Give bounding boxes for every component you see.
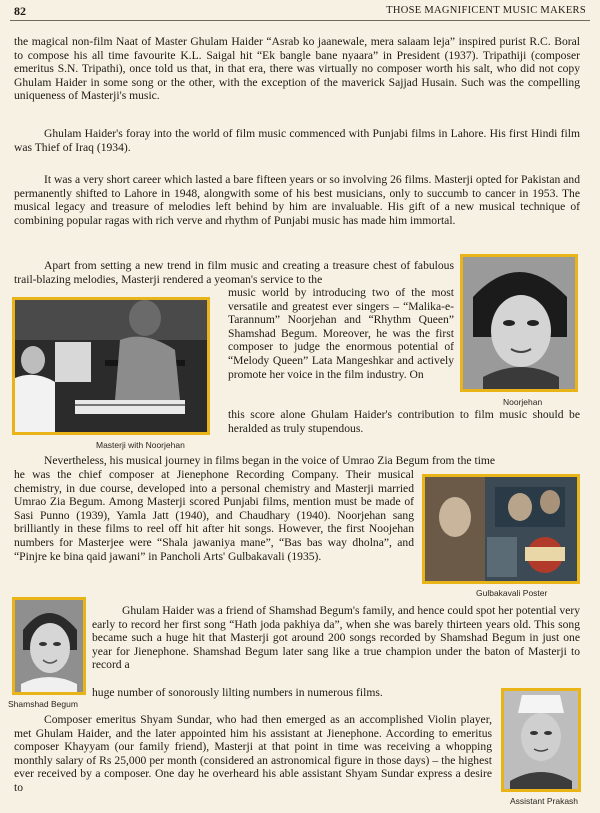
paragraph-6b: huge number of sonorously lilting numbers in numerous films. xyxy=(92,686,383,699)
page-number: 82 xyxy=(14,4,26,18)
photo-gulbakavali-poster xyxy=(422,474,580,584)
paragraph-4b: music world by introducing two of the most versatile and greatest ever singers – “Malika-e-Tarannum” Noorjehan and “Rhythm Queen” Shamshad Begum. Moreover, he was the first composer to judge the enormous potential of “Melody Queen” Lata Mangeshkar and actively promote her voice in the film industry. On xyxy=(228,286,454,381)
photo-masterji-noorjehan xyxy=(12,297,210,435)
caption-noorjehan: Noorjehan xyxy=(503,397,543,407)
caption-prakash: Assistant Prakash xyxy=(510,796,579,806)
photo-noorjehan xyxy=(460,254,578,392)
paragraph-4a: Apart from setting a new trend in film music and creating a treasure chest of fabulous trail-blazing melodies, Masterji rendered a yeoman's service to the xyxy=(14,259,454,286)
photo-assistant-prakash xyxy=(501,688,581,792)
caption-gulbakavali: Gulbakavali Poster xyxy=(476,588,548,598)
caption-shamshad: Shamshad Begum xyxy=(8,699,78,709)
paragraph-2: Ghulam Haider's foray into the world of film music commenced with Punjabi films in Lahore. His first Hindi film was Thief of Iraq (1934). xyxy=(14,127,580,154)
paragraph-5a: Nevertheless, his musical journey in films began in the voice of Umrao Zia Begum from the time xyxy=(44,454,496,467)
running-title: THOSE MAGNIFICENT MUSIC MAKERS xyxy=(386,5,586,16)
paragraph-1: the magical non-film Naat of Master Ghulam Haider “Asrab ko jaanewale, mera salaam leja” inspired purist R.C. Boral to compose his all time favourite K.L. Saigal hit “Ek bangle bane nyaara” in President (1937). Tripathiji (composer emeritus S.N. Tripathi), once told us that, in that era, there was virtually no composer worth his salt, who did not copy Ghulam Haider in some song or the other, with the exception of the maverick Sajjad Husain. Such was the compelling uniqueness of Masterji's music. xyxy=(14,35,580,103)
paragraph-7: Composer emeritus Shyam Sundar, who had then emerged as an accomplished Violin player, met Ghulam Haider, and the later appointed him his assistant at Jienephone. According to emeritus composer Khayyam (our family friend), Masterji at that point in time was receiving a whopping monthly salary of Rs 25,000 per month (considered an astronomical figure in those days) – the highest ever received by a composer. One day he overheard his able assistant Shyam Sundar express a desire to xyxy=(14,713,492,794)
page-header xyxy=(10,2,590,21)
photo-shamshad-begum xyxy=(12,597,86,695)
caption-masterji-noorjehan: Masterji with Noorjehan xyxy=(96,440,185,450)
paragraph-3: It was a very short career which lasted a bare fifteen years or so involving 26 films. Masterji opted for Pakistan and permanently shifted to Lahore in 1948, alongwith some of his best musicians, only to succumb to cancer in 1953. The musical legacy and treasure of melodies left behind by him are invaluable. His gift of a new musical technique of combining popular ragas with rich verve and rhythm of Punjabi music has made him immortal. xyxy=(14,173,580,227)
paragraph-6a: Ghulam Haider was a friend of Shamshad Begum's family, and hence could spot her potential very early to record her first song “Hath joda pakhiya da”, when she was barely thirteen years old. This song became such a huge hit that Masterji got around 200 songs recorded by Shamshad Begum in just one year for Jienephone. Shamshad Begum later sang like a true champion under the baton of Masterji to record a xyxy=(92,604,580,672)
paragraph-4c: this score alone Ghulam Haider's contribution to film music should be heralded as truly stupendous. xyxy=(228,408,580,435)
paragraph-5b: he was the chief composer at Jienephone Recording Company. Their musical chemistry, in due course, developed into a personal chemistry and Masterji married Umrao Zia Begum. Among Masterji scored Punjabi films, mention must be made of Sasi Punno (1939), Yamla Jatt (1940), and Chaudhary (1940). Noorjehan sang brilliantly in these films to reel off hit after hit songs. However, the first Noojehan numbers for Masterjee were “Shala jawaniya mane”, “Bas bas way dholna”, and “Pinjre ke bina qaid jawani” in Pancholi Arts' Gulbakavali (1935). xyxy=(14,468,414,563)
